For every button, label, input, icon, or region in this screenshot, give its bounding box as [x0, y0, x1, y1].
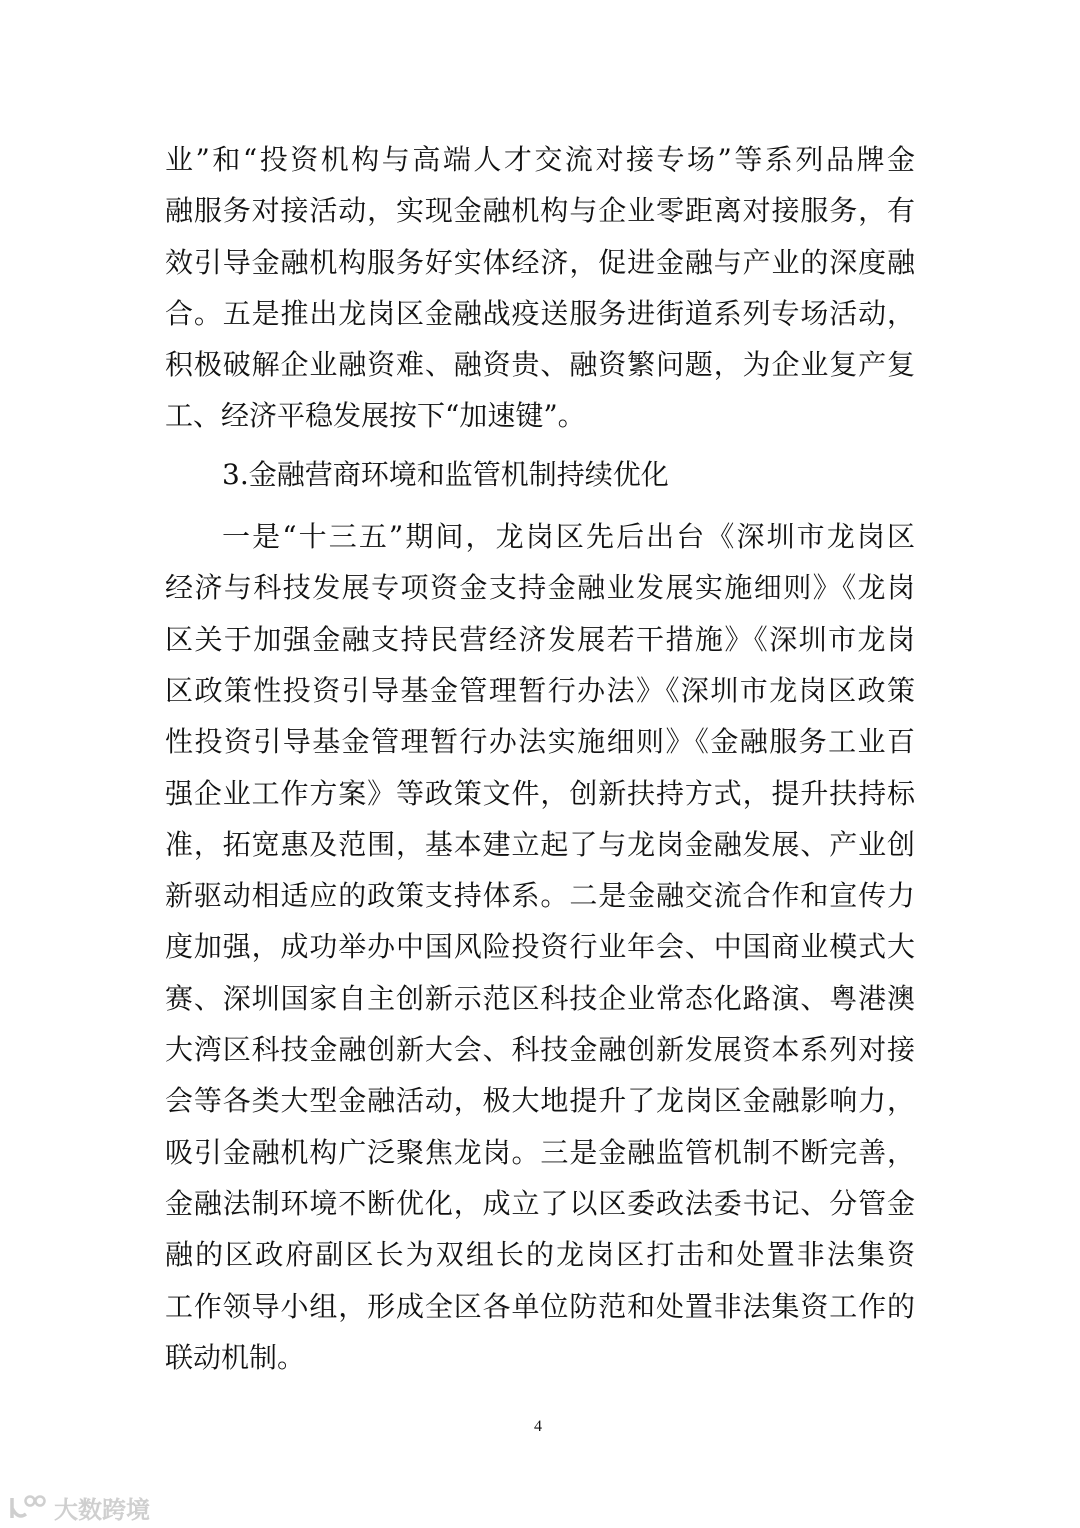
text-line: 区政策性投资引导基金管理暂行办法》《深圳市龙岗区政策 — [165, 673, 915, 707]
text-line: 融服务对接活动，实现金融机构与企业零距离对接服务，有 — [165, 194, 915, 228]
watermark — [8, 1490, 150, 1525]
paragraph — [165, 134, 915, 442]
text-line: 效引导金融机构服务好实体经济，促进金融与产业的深度融 — [165, 245, 915, 279]
text-line: 合。五是推出龙岗区金融战疫送服务进街道系列专场活动， — [165, 296, 915, 330]
text-line: 经济与科技发展专项资金支持金融业发展实施细则》《龙岗 — [165, 571, 915, 605]
text-line: 赛、深圳国家自主创新示范区科技企业常态化路演、粤港澳 — [165, 981, 915, 1015]
paragraph — [165, 511, 915, 1383]
text-line: 性投资引导基金管理暂行办法实施细则》《金融服务工业百 — [165, 725, 915, 759]
text-line: 业”和“投资机构与高端人才交流对接专场”等系列品牌金 — [165, 143, 915, 176]
section-heading: 3.金融营商环境和监管机制持续优化 — [222, 457, 669, 491]
text-line: 一是“十三五”期间，龙岗区先后出台《深圳市龙岗区 — [222, 520, 915, 554]
logo-icon — [8, 1494, 48, 1522]
document-body — [165, 134, 915, 1383]
text-line: 度加强，成功举办中国风险投资行业年会、中国商业模式大 — [165, 930, 915, 964]
text-line: 积极破解企业融资难、融资贵、融资繁问题，为企业复产复 — [165, 348, 915, 382]
text-line: 吸引金融机构广泛聚焦龙岗。三是金融监管机制不断完善， — [165, 1135, 915, 1169]
text-line: 工、经济平稳发展按下“加速键”。 — [165, 399, 586, 433]
text-line: 会等各类大型金融活动，极大地提升了龙岗区金融影响力， — [165, 1084, 915, 1118]
text-line: 准，拓宽惠及范围，基本建立起了与龙岗金融发展、产业创 — [165, 827, 915, 861]
text-line: 新驱动相适应的政策支持体系。二是金融交流合作和宣传力 — [165, 879, 915, 913]
page-number: 4 — [534, 1418, 542, 1435]
text-line: 强企业工作方案》等政策文件，创新扶持方式，提升扶持标 — [165, 776, 915, 810]
text-line: 金融法制环境不断优化，成立了以区委政法委书记、分管金 — [165, 1186, 915, 1220]
text-line: 大湾区科技金融创新大会、科技金融创新发展资本系列对接 — [165, 1033, 915, 1067]
text-line: 区关于加强金融支持民营经济发展若干措施》《深圳市龙岗 — [165, 622, 915, 656]
text-line: 工作领导小组，形成全区各单位防范和处置非法集资工作的 — [165, 1289, 915, 1323]
text-line: 联动机制。 — [165, 1340, 306, 1374]
text-line: 融的区政府副区长为双组长的龙岗区打击和处置非法集资 — [165, 1238, 915, 1272]
watermark-text: 大数跨境 — [54, 1496, 150, 1524]
